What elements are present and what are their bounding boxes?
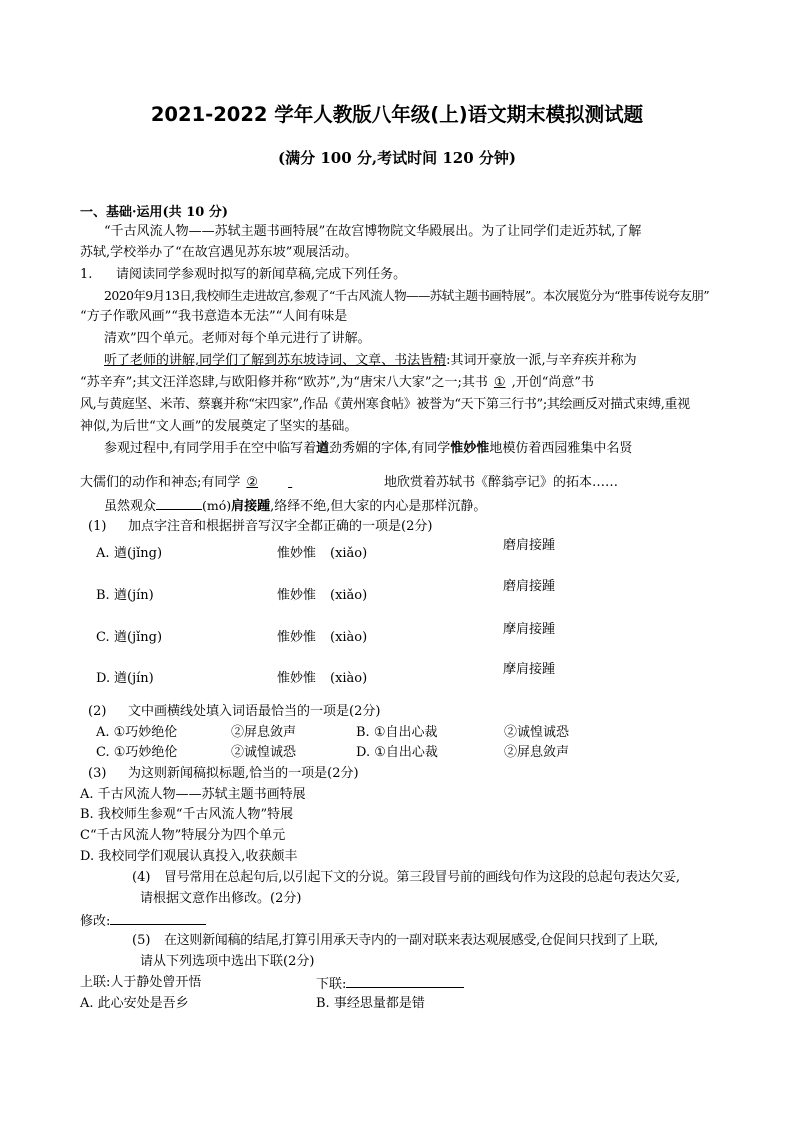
- subq-2-option-a1: A. ①巧妙绝伦: [96, 725, 178, 740]
- subq-5-option-a: A. 此心安处是吾乡: [80, 996, 189, 1011]
- option-word-2: 惟妙惟: [277, 630, 317, 645]
- option-word-2: 惟妙惟: [277, 671, 317, 686]
- news-paragraph-1-line-3: 清欢”四个单元。老师对每个单元进行了讲解。: [104, 331, 371, 346]
- page-subtitle: (满分 100 分,考试时间 120 分钟): [278, 149, 516, 167]
- news-paragraph-2-line-2: [80, 374, 594, 391]
- subq-5-line-2: 请从下列选项中选出下联(2分): [140, 954, 315, 969]
- paragraph-3-text-e: 地欣赏着苏轼书《醉翁亭记》的拓本……: [384, 475, 619, 490]
- subq-1-stem: 加点字注音和根据拼音写汉字全都正确的一项是(2分): [128, 519, 433, 534]
- pinyin-mo: (mó): [202, 498, 232, 513]
- news-paragraph-3-line-2: [80, 474, 618, 491]
- blank-2-line: [288, 474, 384, 491]
- dotted-word-weimiaowei: 惟妙惟: [450, 441, 490, 456]
- subq-5-option-b: B. 事经思量都是错: [316, 996, 425, 1011]
- subq-2-number: (2): [88, 704, 107, 719]
- news-paragraph-1-line-1: 2020年9月13日,我校师生走进故宫,参观了“千古风流人物——苏轼主题书画特展”。本次展览分为“胜事传说夸友朋”: [104, 288, 709, 303]
- option-word-3: 摩肩接踵: [503, 622, 556, 637]
- news-paragraph-2-line-3: 风,与黄庭坚、米芾、蔡襄并称“宋四家”,作品《黄州寒食帖》被誉为“天下第三行书”;其绘画反对描式束缚,重视: [80, 397, 690, 412]
- blank-mo: [156, 496, 202, 510]
- subq-3-option-a: A. 千古风流人物——苏轼主题书画特展: [80, 787, 306, 802]
- option-pinyin-2: (xiào): [330, 630, 368, 645]
- couplet-lower: [316, 974, 464, 993]
- paragraph-2-line-2-tail: ,开创“尚意”书: [511, 375, 594, 390]
- news-paragraph-2-line-1: [104, 352, 637, 369]
- fix-label: 修改:: [80, 914, 111, 929]
- lower-answer-blank[interactable]: [346, 974, 464, 988]
- news-paragraph-4: [104, 496, 486, 515]
- intro-line-2: 苏轼,学校举办了“在故宫遇见苏东坡”观展活动。: [80, 245, 358, 260]
- option-word-2: 惟妙惟: [277, 588, 317, 603]
- subq-3-option-c: C“千古风流人物”特展分为四个单元: [80, 828, 286, 843]
- news-paragraph-3-line-1: [104, 440, 632, 457]
- paragraph-2-line-2-text: “苏辛弃”;其文汪洋恣肆,与欧阳修并称“欧苏”,为“唐宋八大家”之一;其书: [80, 375, 488, 390]
- option-pinyin-2: (xiǎo): [330, 546, 368, 561]
- subq-2-option-d1: D. ①自出心裁: [356, 745, 438, 760]
- option-label: C.: [96, 630, 110, 645]
- subq-3-option-b: B. 我校师生参观“千古风流人物”特展: [80, 807, 294, 822]
- subq-3-option-d: D. 我校同学们观展认真投入,收获颇丰: [80, 849, 298, 864]
- underlined-topic-sentence: 听了老师的讲解,同学们了解到苏东坡诗词、文章、书法皆精: [104, 353, 447, 368]
- lower-label: 下联:: [316, 977, 347, 992]
- subq-5-number: (5): [132, 933, 151, 948]
- option-word-3: 磨肩接踵: [503, 538, 556, 553]
- subq-4-number: (4): [132, 870, 151, 885]
- option-pinyin-1: 遒(jín): [114, 588, 154, 603]
- subq-4-fix: [80, 911, 206, 930]
- paragraph-4-text-a: 虽然观众: [104, 499, 157, 514]
- fix-answer-blank[interactable]: [110, 911, 206, 925]
- paragraph-3-text-d: 大儒们的动作和神态;有同学: [80, 475, 241, 490]
- subq-2-stem: 文中画横线处填入词语最恰当的一项是(2分): [128, 704, 381, 719]
- news-paragraph-1-line-2: “方子作歌风画”“我书意造本无法”“人间有味是: [80, 309, 348, 324]
- paragraph-2-line-1-rest: :其词开豪放一派,与辛弃疾并称为: [446, 353, 637, 368]
- dotted-char-qiu: 遒: [316, 441, 330, 456]
- option-label: B.: [96, 588, 110, 603]
- subq-2-option-c1: C. ①巧妙绝伦: [96, 745, 178, 760]
- subq-2-option-a2: ②屏息敛声: [231, 725, 297, 740]
- paragraph-4-text-c: ,络绎不绝,但大家的内心是那样沉静。: [270, 499, 487, 514]
- option-pinyin-2: (xiào): [330, 671, 368, 686]
- news-paragraph-2-line-4: 神似,为后世“文人画”的发展奠定了坚实的基础。: [80, 419, 358, 434]
- paragraph-3-text-b: 劲秀媚的字体,有同学: [329, 441, 451, 456]
- option-pinyin-1: 遒(jǐng): [114, 546, 163, 561]
- option-label: A.: [96, 546, 110, 561]
- option-word-3: 磨肩接踵: [503, 579, 556, 594]
- subq-5-line-1: 在这则新闻稿的结尾,打算引用承天寺内的一副对联来表达观展感受,仓促间只找到了上联,: [164, 933, 659, 948]
- page-title: 2021-2022 学年人教版八年级(上)语文期末模拟测试题: [150, 103, 644, 126]
- paragraph-3-text-c: 地模仿着西园雅集中名贤: [489, 441, 633, 456]
- subq-2-option-b2: ②诚惶诚恐: [504, 725, 570, 740]
- question-1-text: 请阅读同学参观时拟写的新闻草稿,完成下列任务。: [116, 267, 407, 282]
- couplet-upper: 上联:人于静处曾开悟: [80, 975, 202, 990]
- subq-4-line-2: 请根据文意作出修改。(2分): [140, 891, 302, 906]
- subq-4-line-1: 冒号常用在总起句后,以引起下文的分说。第三段冒号前的画线句作为这段的总起句表达欠妥,: [164, 870, 680, 885]
- subq-1-number: (1): [88, 519, 107, 534]
- option-pinyin-1: 遒(jǐng): [114, 630, 163, 645]
- option-word-2: 惟妙惟: [277, 546, 317, 561]
- subq-2-option-d2: ②屏息敛声: [504, 745, 570, 760]
- subq-2-option-c2: ②诚惶诚恐: [231, 745, 297, 760]
- subq-3-number: (3): [88, 766, 107, 781]
- option-pinyin-1: 遒(jín): [114, 671, 154, 686]
- option-word-3: 摩肩接踵: [503, 662, 556, 677]
- jianjiezhong: 肩接踵: [231, 499, 271, 514]
- option-pinyin-2: (xiǎo): [330, 588, 368, 603]
- intro-line-1: “千古风流人物——苏轼主题书画特展”在故宫博物院文华殿展出。为了让同学们走近苏轼,了解: [104, 224, 642, 239]
- subq-3-stem: 为这则新闻稿拟标题,恰当的一项是(2分): [128, 766, 359, 781]
- option-label: D.: [96, 671, 111, 686]
- blank-1: ①: [493, 375, 506, 390]
- blank-2: ②: [246, 475, 259, 490]
- paragraph-3-text-a: 参观过程中,有同学用手在空中临写着: [104, 441, 317, 456]
- section-heading: 一、基础·运用(共 10 分): [80, 205, 228, 220]
- question-1-number: 1.: [80, 267, 93, 282]
- subq-2-option-b1: B. ①自出心裁: [356, 725, 438, 740]
